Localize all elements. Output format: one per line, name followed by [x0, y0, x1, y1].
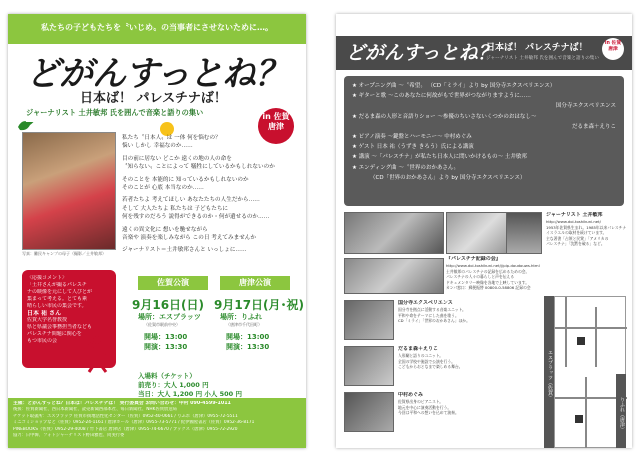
- guest3-photo: [344, 392, 394, 432]
- venue-karatsu-date: 9月17日(月･祝): [214, 298, 305, 312]
- map-label-karatsu: りふれ（唐津）: [616, 374, 626, 448]
- poem-line: 何を残すのだろう 説得ができるのか・何が遺せるのか……: [122, 214, 270, 221]
- guest1-photo: [344, 300, 394, 340]
- guest2-text: 全国の学校や施設で公演を行う。: [398, 358, 455, 364]
- comment-line: 晴らしい市民の集会です。: [27, 303, 87, 309]
- guest3-name: 中村めぐみ: [398, 392, 424, 398]
- film-text: パレスチナの人々の暮らしと声を伝える: [446, 274, 515, 280]
- comment-line: 「土井さんが撮るパレスチ: [27, 282, 87, 288]
- poem-line: 音楽や 演奏を楽しみながら この日 考えてみませんか: [122, 235, 256, 242]
- poem-line: 〝知らない〟ことによって 犠牲にしているかもしれないのか: [122, 164, 275, 171]
- ticket-advance: 前売り：大人 1,000 円: [138, 381, 209, 389]
- guest3-text: 地元を中心に演奏活動を行う。: [398, 404, 452, 410]
- poem-line: 私たち〝日本人〟は 一体 何を悩むの？: [122, 135, 221, 141]
- program-item: ★ 講演 〜「パレスチナ」が私たち日本人に問いかけるもの〜 土井敏邦: [352, 154, 527, 161]
- bio-text: パレスチナ」「沈黙を破る」など。: [546, 241, 605, 247]
- map-marker: [575, 415, 583, 423]
- flyer-back: [336, 14, 632, 448]
- footer-line: 協力：日中韓、フォトジャーナリスト野田雅也、同実行委: [13, 433, 125, 439]
- front-badge: in 佐賀 唐津: [258, 108, 294, 144]
- bio-name: ジャーナリスト 土井敏邦: [546, 212, 603, 218]
- back-lecture: ジャーナリスト 土井敏邦 氏を囲んで音楽と語りの集い: [486, 56, 599, 61]
- comment-line: ナの映像を元にして人びとが: [27, 289, 93, 295]
- front-photo-caption: 写真：難民キャンプの母子（撮影／土井敏邦）: [22, 251, 106, 256]
- front-subtitle: 日本ば！ パレスチナば！: [80, 91, 227, 106]
- guest3-block: [398, 392, 540, 416]
- guest1-text: CD「ミライ」「世界のおかあさん」ほか。: [398, 318, 470, 324]
- program-item: 国分寺エクスペリエンス: [555, 103, 616, 110]
- map-road: [595, 307, 597, 367]
- venue-saga-header: 佐賀公演: [138, 276, 208, 290]
- venue-karatsu-place: 場所：りふれ: [220, 313, 262, 321]
- film-text: 土井敏邦のパレスチナの記録を広めるための会。: [446, 268, 530, 274]
- footer-line: PINEBOOKS（佐賀）0952-29-4008 / 竹下書店 唐津店（唐津）0955-74-6670 / ブックス（唐津）0955-72-2920: [13, 426, 238, 432]
- poem-line: ジャーナリスト＝土井敏邦さんと いっしょに……: [122, 247, 247, 254]
- venue-karatsu-start: 開演：13:30: [226, 343, 270, 351]
- ruins-photo: [344, 212, 444, 254]
- footer-line: 主催：どがんすっとね？日本ば！パレスチナば！ 実行委員会 お問い合わせ：中村 090-4599-1011: [13, 401, 231, 406]
- front-lecture: ジャーナリスト 土井敏邦 氏を囲んで音楽と語りの集い: [26, 108, 250, 122]
- poem-line: そのことが 心底 本当なのか……: [122, 185, 204, 192]
- venue-karatsu-place-note: （唐津市千代田町）: [226, 322, 262, 327]
- footer-line: ミニコミショップなど（佐賀）0952-24-1161 / 唐津ホール（唐津）0955-73-5771 / 紀伊國屋書店（佐賀）0952-36-8171: [13, 420, 255, 426]
- front-title: どがんすっとね？: [26, 54, 288, 94]
- program-item: （CD「世界のおかあさん」より by 国分寺エクスペリエンス）: [370, 174, 526, 181]
- film-text: ドキュメンタリー映像を各地で上映しています。: [446, 279, 530, 285]
- footer-line: 後援：佐賀新聞社、西日本新聞社、読売新聞西部本社、毎日新聞社、NHK佐賀放送局: [13, 407, 177, 413]
- bio-block: [546, 212, 628, 247]
- ticket-header: 入場料（チケット）: [138, 372, 196, 380]
- program-item: ★ オープニング曲 〜〝希望〟 （CD「ミライ」より by 国分寺エクスペリエンス）: [352, 83, 556, 89]
- guest2-name: だるま森＋えりこ: [398, 346, 439, 352]
- ticket-info: [138, 372, 242, 399]
- bio-url[interactable]: http://www.doi-toshikuni.net/: [546, 219, 601, 224]
- program-box: [344, 76, 624, 206]
- venue-karatsu-open: 開場：13:00: [226, 333, 270, 341]
- venue-saga-place-note: （佐賀市駅前中央）: [144, 322, 180, 327]
- poem-line: 遠くの異文化に 想いを馳せながら: [122, 226, 208, 233]
- comment-line: 日本 祐 さん: [27, 310, 62, 317]
- scene-photo: [344, 258, 444, 294]
- bio-text: イスラエルの取材を続けています。: [546, 230, 607, 236]
- program-item: ★ ピアノ演奏 〜鍵盤とハーモニー〜 中村めぐみ: [352, 134, 472, 141]
- program-item: ★ ギターと歌 〜このあなたに何故がもで世界がつながりますように……: [352, 93, 531, 100]
- program-item: ★ ゲスト 日本 祐（うずき きろう）氏による講演: [352, 144, 474, 151]
- poem-line: そのことを 本能的に 知っているかもしれないのか: [122, 176, 249, 183]
- map-label-saga: エスプラッツ（佐賀）: [544, 296, 554, 448]
- guest2-text: 人形劇と語りのユニット。: [398, 353, 444, 358]
- program-item: ★ だるま森の人形と音語りショー 〜参優のちいさないくつかのおはなし〜: [352, 113, 537, 120]
- map-road: [585, 377, 587, 448]
- film-title: 『パレスチナ記録の会』: [446, 256, 501, 262]
- venue-karatsu-header: 唐津公演: [220, 276, 290, 290]
- dancing-figure-icon: [82, 334, 112, 374]
- comment-line: パレスチナ問題に関心を: [27, 331, 82, 337]
- bio-text: 主な著書「占領と民衆」「アメリカの: [546, 235, 609, 241]
- back-badge: in 佐賀 唐津: [602, 38, 624, 60]
- program-item: だるま森＋えりこ: [571, 123, 616, 130]
- front-photo: [22, 132, 116, 250]
- poem-line: そして 大人たちよ 私たちは 子どもたちに: [122, 205, 229, 212]
- map-road: [555, 327, 627, 329]
- portrait-photo: [506, 212, 542, 254]
- footer-line: チケット取扱所：エスプラッツ 佐賀市街地活性化センター（佐賀）0952-40-0661 / りふれ（唐津）0955-72-5511: [13, 413, 238, 419]
- film-block: [446, 256, 628, 291]
- venue-saga-date: 9月16日(日): [132, 298, 205, 312]
- ticket-door: 当日：大人 1,200 円 小人 500 円: [138, 390, 242, 398]
- film-url[interactable]: http://www.doi-toshikuni.net/j/pip-doudouws.html: [446, 263, 540, 268]
- guest2-block: [398, 346, 540, 370]
- comment-line: 集まって考える。とても素: [27, 296, 88, 302]
- guest3-text: 今回は平和への想いを込めて演奏。: [398, 410, 459, 416]
- venue-saga-place: 場所：エスプラッツ: [138, 313, 201, 321]
- poem-line: 目の前に居ない どこか 遠くの地の人の命を: [122, 155, 232, 162]
- map-road: [565, 297, 567, 367]
- comment-line: 県と県議会事務担当者なども: [27, 324, 93, 330]
- front-tagline: 私たちの子どもたちを〝いじめ〟の当事者にさせないために…。: [41, 23, 273, 32]
- guest2-photo: [344, 346, 394, 386]
- film-text: カンパ窓口：郵便振替 00800-0-58806 記録の会: [446, 285, 531, 291]
- map-marker: [577, 337, 585, 345]
- guest1-name: 国分寺エクスペリエンス: [398, 300, 453, 306]
- back-subtitle: 日本ば！ パレスチナば！: [486, 43, 588, 53]
- guest3-text: 佐賀県出身のピアニスト。: [398, 399, 444, 404]
- poem-line: 若者たちよ 考えてほしい あなたたちの人生だから……: [122, 197, 260, 204]
- venue-saga-start: 開演：13:30: [144, 343, 188, 351]
- bio-text: 1953年佐賀県生まれ。1985年以来パレスチナ: [546, 224, 627, 230]
- program-item: ★ エンディング曲 〜〝世界のおかあさん〟: [352, 164, 459, 171]
- guest1-text: 国分寺を拠点に活動する音楽ユニット。: [398, 307, 466, 312]
- comment-line: もつ市民の会: [27, 338, 58, 344]
- front-footer: [8, 398, 306, 448]
- comment-line: 〈応援コメント〉: [27, 275, 68, 281]
- back-title: どがんすっとね？: [346, 42, 497, 64]
- poem-line: 悩い しかし 幸福なのか……: [122, 143, 193, 150]
- guest1-block: [398, 300, 540, 324]
- front-poem: [122, 134, 298, 255]
- guest2-text: こどもからおとなまで楽しめる舞台。: [398, 364, 463, 370]
- flyer-front: [8, 14, 306, 448]
- comment-line: 佐賀大学名誉教授: [27, 317, 68, 323]
- guest1-text: 平和や命をテーマにした曲を歌う。: [398, 312, 459, 318]
- venue-saga-open: 開場：13:00: [144, 333, 188, 341]
